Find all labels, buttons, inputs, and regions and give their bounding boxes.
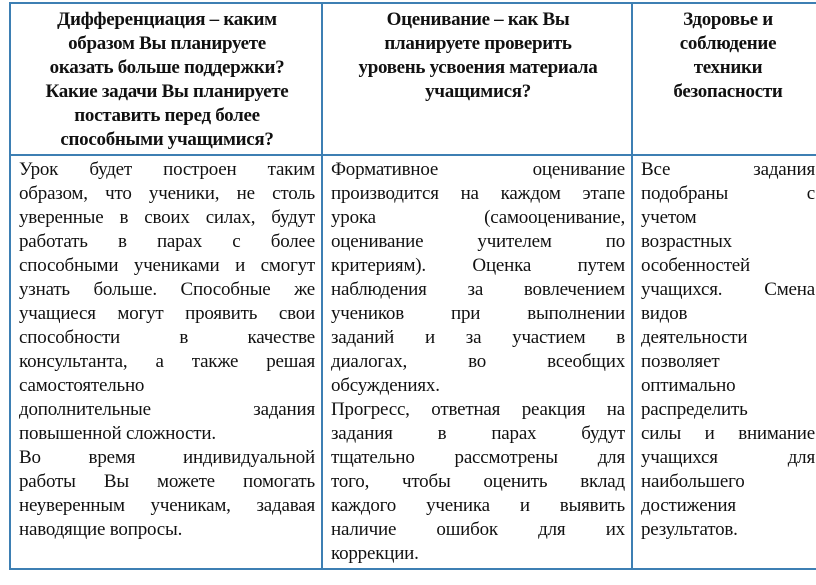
header-line: Какие задачи Вы планируете	[45, 81, 289, 102]
header-line: учащимися?	[425, 81, 531, 102]
text-line: тщательно рассмотрены для	[331, 447, 625, 468]
text-line: работать в парах с более	[19, 231, 315, 252]
text-line: наблюдения за вовлечением	[331, 279, 625, 300]
header-line: уровень усвоения материала	[358, 57, 598, 78]
text-line: возрастных	[641, 231, 732, 252]
header-line: Здоровье и	[683, 9, 773, 30]
text-line: учащиеся могут проявить свои	[19, 303, 315, 324]
text-line: образом, что ученики, не столь	[19, 183, 315, 204]
header-line: техники	[693, 57, 763, 78]
header-line: Дифференциация – каким	[57, 9, 277, 30]
paragraph	[19, 446, 315, 542]
header-line: планируете проверить	[384, 33, 572, 54]
lesson-plan-table	[9, 2, 816, 570]
text-line: позволяет	[641, 351, 720, 372]
text-line: наибольшего	[641, 471, 745, 492]
text-line: диалогах, во всеобщих	[331, 351, 625, 372]
text-line: критериям). Оценка путем	[331, 255, 625, 276]
header-line: Оценивание – как Вы	[386, 9, 570, 30]
cell-health-safety	[632, 155, 816, 569]
text-line: узнать больше. Способные же	[19, 279, 315, 300]
text-line: уверенные в своих силах, будут	[19, 207, 315, 228]
header-line: оказать больше поддержки?	[49, 57, 285, 78]
header-line: образом Вы планируете	[68, 33, 266, 54]
text-line: коррекции.	[331, 543, 419, 564]
header-line: способными учащимися?	[60, 129, 274, 150]
paragraph	[331, 158, 625, 398]
header-assessment	[322, 3, 632, 155]
text-line: задания в парах будут	[331, 423, 625, 444]
text-line: учетом	[641, 207, 697, 228]
text-line: Прогресс, ответная реакция на	[331, 399, 625, 420]
header-line: поставить перед более	[74, 105, 260, 126]
text-line: консультанта, а также решая	[19, 351, 315, 372]
text-line: Урок будет построен таким	[19, 159, 315, 180]
text-line: достижения	[641, 495, 736, 516]
text-line: подобраны с	[641, 183, 815, 204]
text-line: самостоятельно	[19, 375, 145, 396]
cell-differentiation	[10, 155, 322, 569]
header-differentiation	[10, 3, 322, 155]
text-line: дополнительные задания	[19, 399, 315, 420]
cell-assessment	[322, 155, 632, 569]
text-line: Во время индивидуальной	[19, 447, 315, 468]
text-line: Все задания	[641, 159, 815, 180]
text-line: повышенной сложности.	[19, 423, 216, 444]
text-line: учащихся. Смена	[641, 279, 815, 300]
text-line: урока (самооценивание,	[331, 207, 625, 228]
text-line: видов	[641, 303, 688, 324]
paragraph	[19, 158, 315, 446]
header-line: соблюдение	[679, 33, 777, 54]
text-line: деятельности	[641, 327, 748, 348]
paragraph	[641, 158, 815, 542]
text-line: учеников при выполнении	[331, 303, 625, 324]
text-line: того, чтобы оценить вклад	[331, 471, 625, 492]
text-line: способности в качестве	[19, 327, 315, 348]
header-health-safety	[632, 3, 816, 155]
text-line: Формативное оценивание	[331, 159, 625, 180]
header-line: безопасности	[673, 81, 783, 102]
text-line: способными учениками и смогут	[19, 255, 315, 276]
text-line: заданий и за участием в	[331, 327, 625, 348]
text-line: наводящие вопросы.	[19, 519, 183, 540]
text-line: результатов.	[641, 519, 738, 540]
paragraph	[331, 398, 625, 566]
text-line: неуверенным ученикам, задавая	[19, 495, 315, 516]
text-line: учащихся для	[641, 447, 815, 468]
text-line: силы и внимание	[641, 423, 815, 444]
text-line: особенностей	[641, 255, 751, 276]
text-line: распределить	[641, 399, 748, 420]
text-line: наличие ошибок для их	[331, 519, 625, 540]
text-line: производится на каждом этапе	[331, 183, 625, 204]
text-line: работы Вы можете помогать	[19, 471, 315, 492]
header-row	[10, 3, 816, 155]
content-row	[10, 155, 816, 569]
text-line: обсуждениях.	[331, 375, 440, 396]
text-line: каждого ученика и выявить	[331, 495, 625, 516]
text-line: оценивание учителем по	[331, 231, 625, 252]
text-line: оптимально	[641, 375, 736, 396]
